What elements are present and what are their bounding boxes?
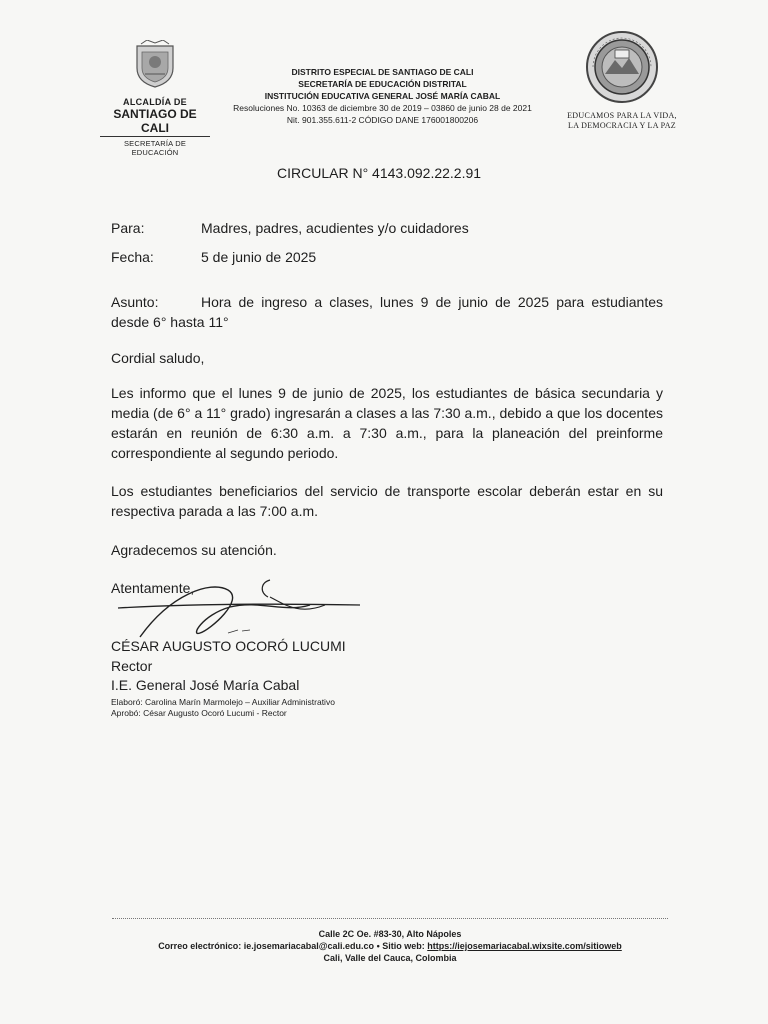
para-value: Madres, padres, acudientes y/o cuidadores xyxy=(201,220,469,236)
header-line3: INSTITUCIÓN EDUCATIVA GENERAL JOSÉ MARÍA CABAL xyxy=(264,91,501,101)
alcaldia-line1: ALCALDÍA DE xyxy=(123,97,187,107)
header-line4: Resoluciones No. 10363 de diciembre 30 de 2019 – 03860 de junio 28 de 2021 xyxy=(233,103,532,113)
closing: Atentamente, xyxy=(111,580,195,596)
footer-email[interactable]: ie.josemariacabal@cali.edu.co xyxy=(243,941,375,951)
institution-name: I.E. General José María Cabal xyxy=(111,677,300,693)
elaboro-note: Elaboró: Carolina Marín Marmolejo – Auxiliar Administrativo xyxy=(111,697,335,707)
footer-email-label: Correo electrónico: xyxy=(158,941,244,951)
footer-city: Cali, Valle del Cauca, Colombia xyxy=(323,953,457,963)
fecha-value: 5 de junio de 2025 xyxy=(201,249,317,265)
para-row xyxy=(111,220,469,236)
header-line2: SECRETARÍA DE EDUCACIÓN DISTRITAL xyxy=(298,79,467,89)
institution-header xyxy=(215,66,550,126)
para-label: Para: xyxy=(111,220,145,236)
alcaldia-line2: SANTIAGO DE CALI xyxy=(100,107,210,137)
footer-address: Calle 2C Oe. #83-30, Alto Nápoles xyxy=(318,929,462,939)
alcaldia-logo xyxy=(100,40,210,157)
fecha-row xyxy=(111,249,316,265)
motto-line2: LA DEMOCRACIA Y LA PAZ xyxy=(568,121,676,130)
school-seal-icon xyxy=(585,30,659,104)
footer-web-label: • Sitio web: xyxy=(374,941,428,951)
school-seal xyxy=(562,30,682,131)
motto-line1: EDUCAMOS PARA LA VIDA, xyxy=(567,111,677,120)
footer-contact xyxy=(112,941,668,951)
footer-web-link[interactable]: https://iejosemariacabal.wixsite.com/sitioweb xyxy=(427,941,622,951)
coat-of-arms-icon xyxy=(133,40,177,88)
thanks: Agradecemos su atención. xyxy=(111,542,277,558)
fecha-label: Fecha: xyxy=(111,249,154,265)
header-line5: Nit. 901.355.611-2 CÓDIGO DANE 176001800206 xyxy=(286,115,479,125)
circular-number: CIRCULAR N° 4143.092.22.2.91 xyxy=(277,165,482,181)
footer-divider xyxy=(112,918,668,919)
aprobo-note: Aprobó: César Augusto Ocoró Lucumi - Rector xyxy=(111,708,287,718)
greeting: Cordial saludo, xyxy=(111,350,205,366)
asunto-label: Asunto: xyxy=(111,294,159,310)
asunto-row xyxy=(111,292,663,332)
signer-role: Rector xyxy=(111,658,153,674)
asunto-value: Hora de ingreso a clases, lunes 9 de junio de 2025 para estudiantes desde 6° hasta 11° xyxy=(111,294,663,330)
body-paragraph-2: Los estudiantes beneficiarios del servicio de transporte escolar deberán estar en su respectiva parada a las 7:00 a.m. xyxy=(111,483,663,519)
signer-name: CÉSAR AUGUSTO OCORÓ LUCUMI xyxy=(111,638,346,654)
alcaldia-line3: SECRETARÍA DE EDUCACIÓN xyxy=(123,139,187,157)
header-line1: DISTRITO ESPECIAL DE SANTIAGO DE CALI xyxy=(291,67,474,77)
body-paragraph-1: Les informo que el lunes 9 de junio de 2025, los estudiantes de básica secundaria y media (de 6° a 11° grado) ingresarán a clases a las 7:30 a.m., debido a que los docentes estarán en reunión de 6:30 a.m. a 7:30 a.m., para la planeación del preinforme correspondiente al segundo periodo. xyxy=(111,385,663,461)
